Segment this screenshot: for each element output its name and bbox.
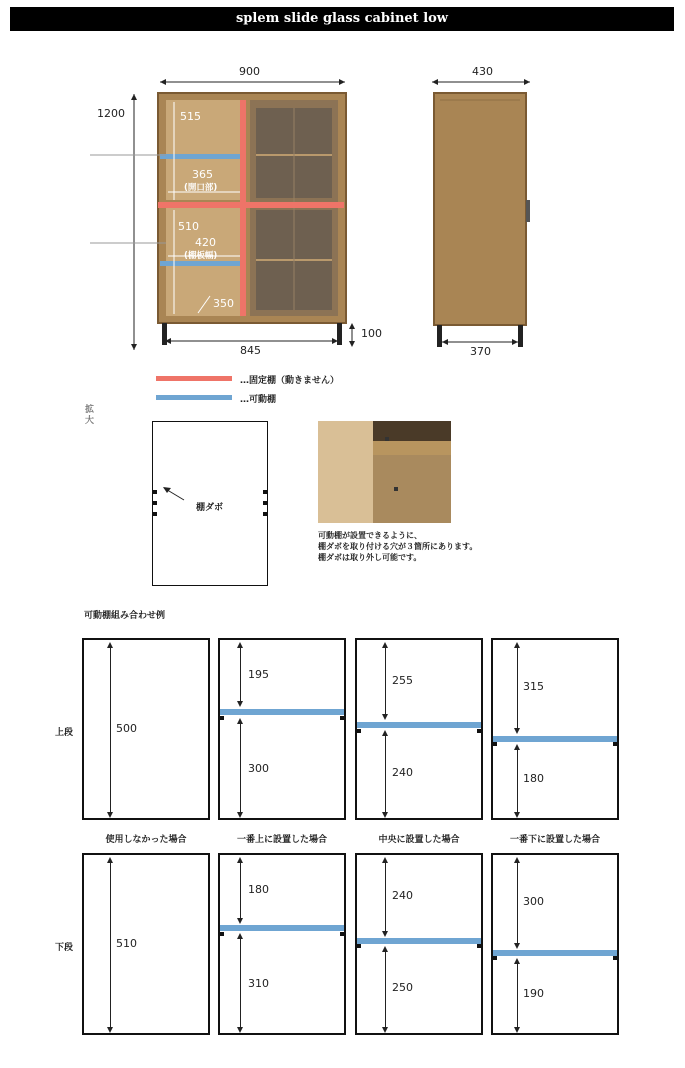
upper-combo-top bbox=[218, 638, 346, 820]
lower-middle-value-a: 240 bbox=[392, 889, 413, 902]
caption-bottom: 一番下に設置した場合 bbox=[509, 835, 600, 845]
legend-fixed-swatch bbox=[156, 376, 232, 381]
zoom-label: 拡大 bbox=[85, 405, 95, 426]
front-cabinet-drawing bbox=[90, 60, 390, 360]
shelf-width-note: (棚板幅) bbox=[184, 251, 218, 261]
combos-heading: 可動棚組み合わせ例 bbox=[84, 611, 166, 621]
depth-inner-label: 350 bbox=[213, 297, 234, 310]
lower-top-value-a: 180 bbox=[248, 883, 269, 896]
front-width-label: 900 bbox=[239, 65, 260, 78]
page-title: splem slide glass cabinet low bbox=[235, 11, 449, 26]
opening-label: 365 bbox=[192, 168, 213, 181]
legend-movable-swatch bbox=[156, 395, 232, 400]
leg-height-label: 100 bbox=[361, 327, 382, 340]
upper-row-label: 上段 bbox=[55, 728, 74, 738]
lower-combo-top bbox=[218, 853, 346, 1035]
opening-note: (開口部) bbox=[184, 183, 218, 193]
legend-fixed-label: …固定棚（動きません） bbox=[240, 376, 340, 386]
lower-clear-label: 510 bbox=[178, 220, 199, 233]
upper-combo-middle bbox=[355, 638, 483, 820]
peg-hole-photo bbox=[318, 421, 451, 523]
upper-middle-value-b: 240 bbox=[392, 766, 413, 779]
photo-note-line3: 棚ダボは取り外し可能です。 bbox=[318, 553, 422, 562]
lower-middle-value-b: 250 bbox=[392, 981, 413, 994]
legend-movable-label: …可動棚 bbox=[240, 395, 277, 405]
lower-combo-middle bbox=[355, 853, 483, 1035]
caption-middle: 中央に設置した場合 bbox=[378, 835, 460, 845]
lower-combo-none bbox=[82, 853, 210, 1035]
side-depth-label: 430 bbox=[472, 65, 493, 78]
lower-none-value: 510 bbox=[116, 937, 137, 950]
upper-top-value-b: 300 bbox=[248, 762, 269, 775]
upper-top-value-a: 195 bbox=[248, 668, 269, 681]
upper-clear-label: 515 bbox=[180, 110, 201, 123]
front-height-label: 1200 bbox=[97, 107, 125, 120]
lower-row-label: 下段 bbox=[55, 943, 74, 953]
title-bar bbox=[10, 7, 674, 31]
side-inner-depth-label: 370 bbox=[470, 345, 491, 358]
peg-label: 棚ダボ bbox=[196, 503, 224, 513]
shelf-width-label: 420 bbox=[195, 236, 216, 249]
upper-bottom-value-b: 180 bbox=[523, 772, 544, 785]
lower-combo-bottom bbox=[491, 853, 619, 1035]
caption-top: 一番上に設置した場合 bbox=[236, 835, 327, 845]
upper-combo-none bbox=[82, 638, 210, 820]
photo-note-line2: 棚ダボを取り付ける穴が３箇所にあります。 bbox=[318, 542, 478, 551]
lower-bottom-value-a: 300 bbox=[523, 895, 544, 908]
upper-middle-value-a: 255 bbox=[392, 674, 413, 687]
lower-bottom-value-b: 190 bbox=[523, 987, 544, 1000]
photo-note bbox=[318, 530, 477, 563]
upper-bottom-value-a: 315 bbox=[523, 680, 544, 693]
lower-top-value-b: 310 bbox=[248, 977, 269, 990]
peg-arrow-icon bbox=[160, 485, 190, 505]
photo-note-line1: 可動棚が設置できるように、 bbox=[318, 531, 422, 540]
upper-none-value: 500 bbox=[116, 722, 137, 735]
upper-combo-bottom bbox=[491, 638, 619, 820]
caption-none: 使用しなかった場合 bbox=[105, 835, 187, 845]
inner-width-label: 845 bbox=[240, 344, 261, 357]
side-cabinet-drawing bbox=[420, 60, 550, 360]
